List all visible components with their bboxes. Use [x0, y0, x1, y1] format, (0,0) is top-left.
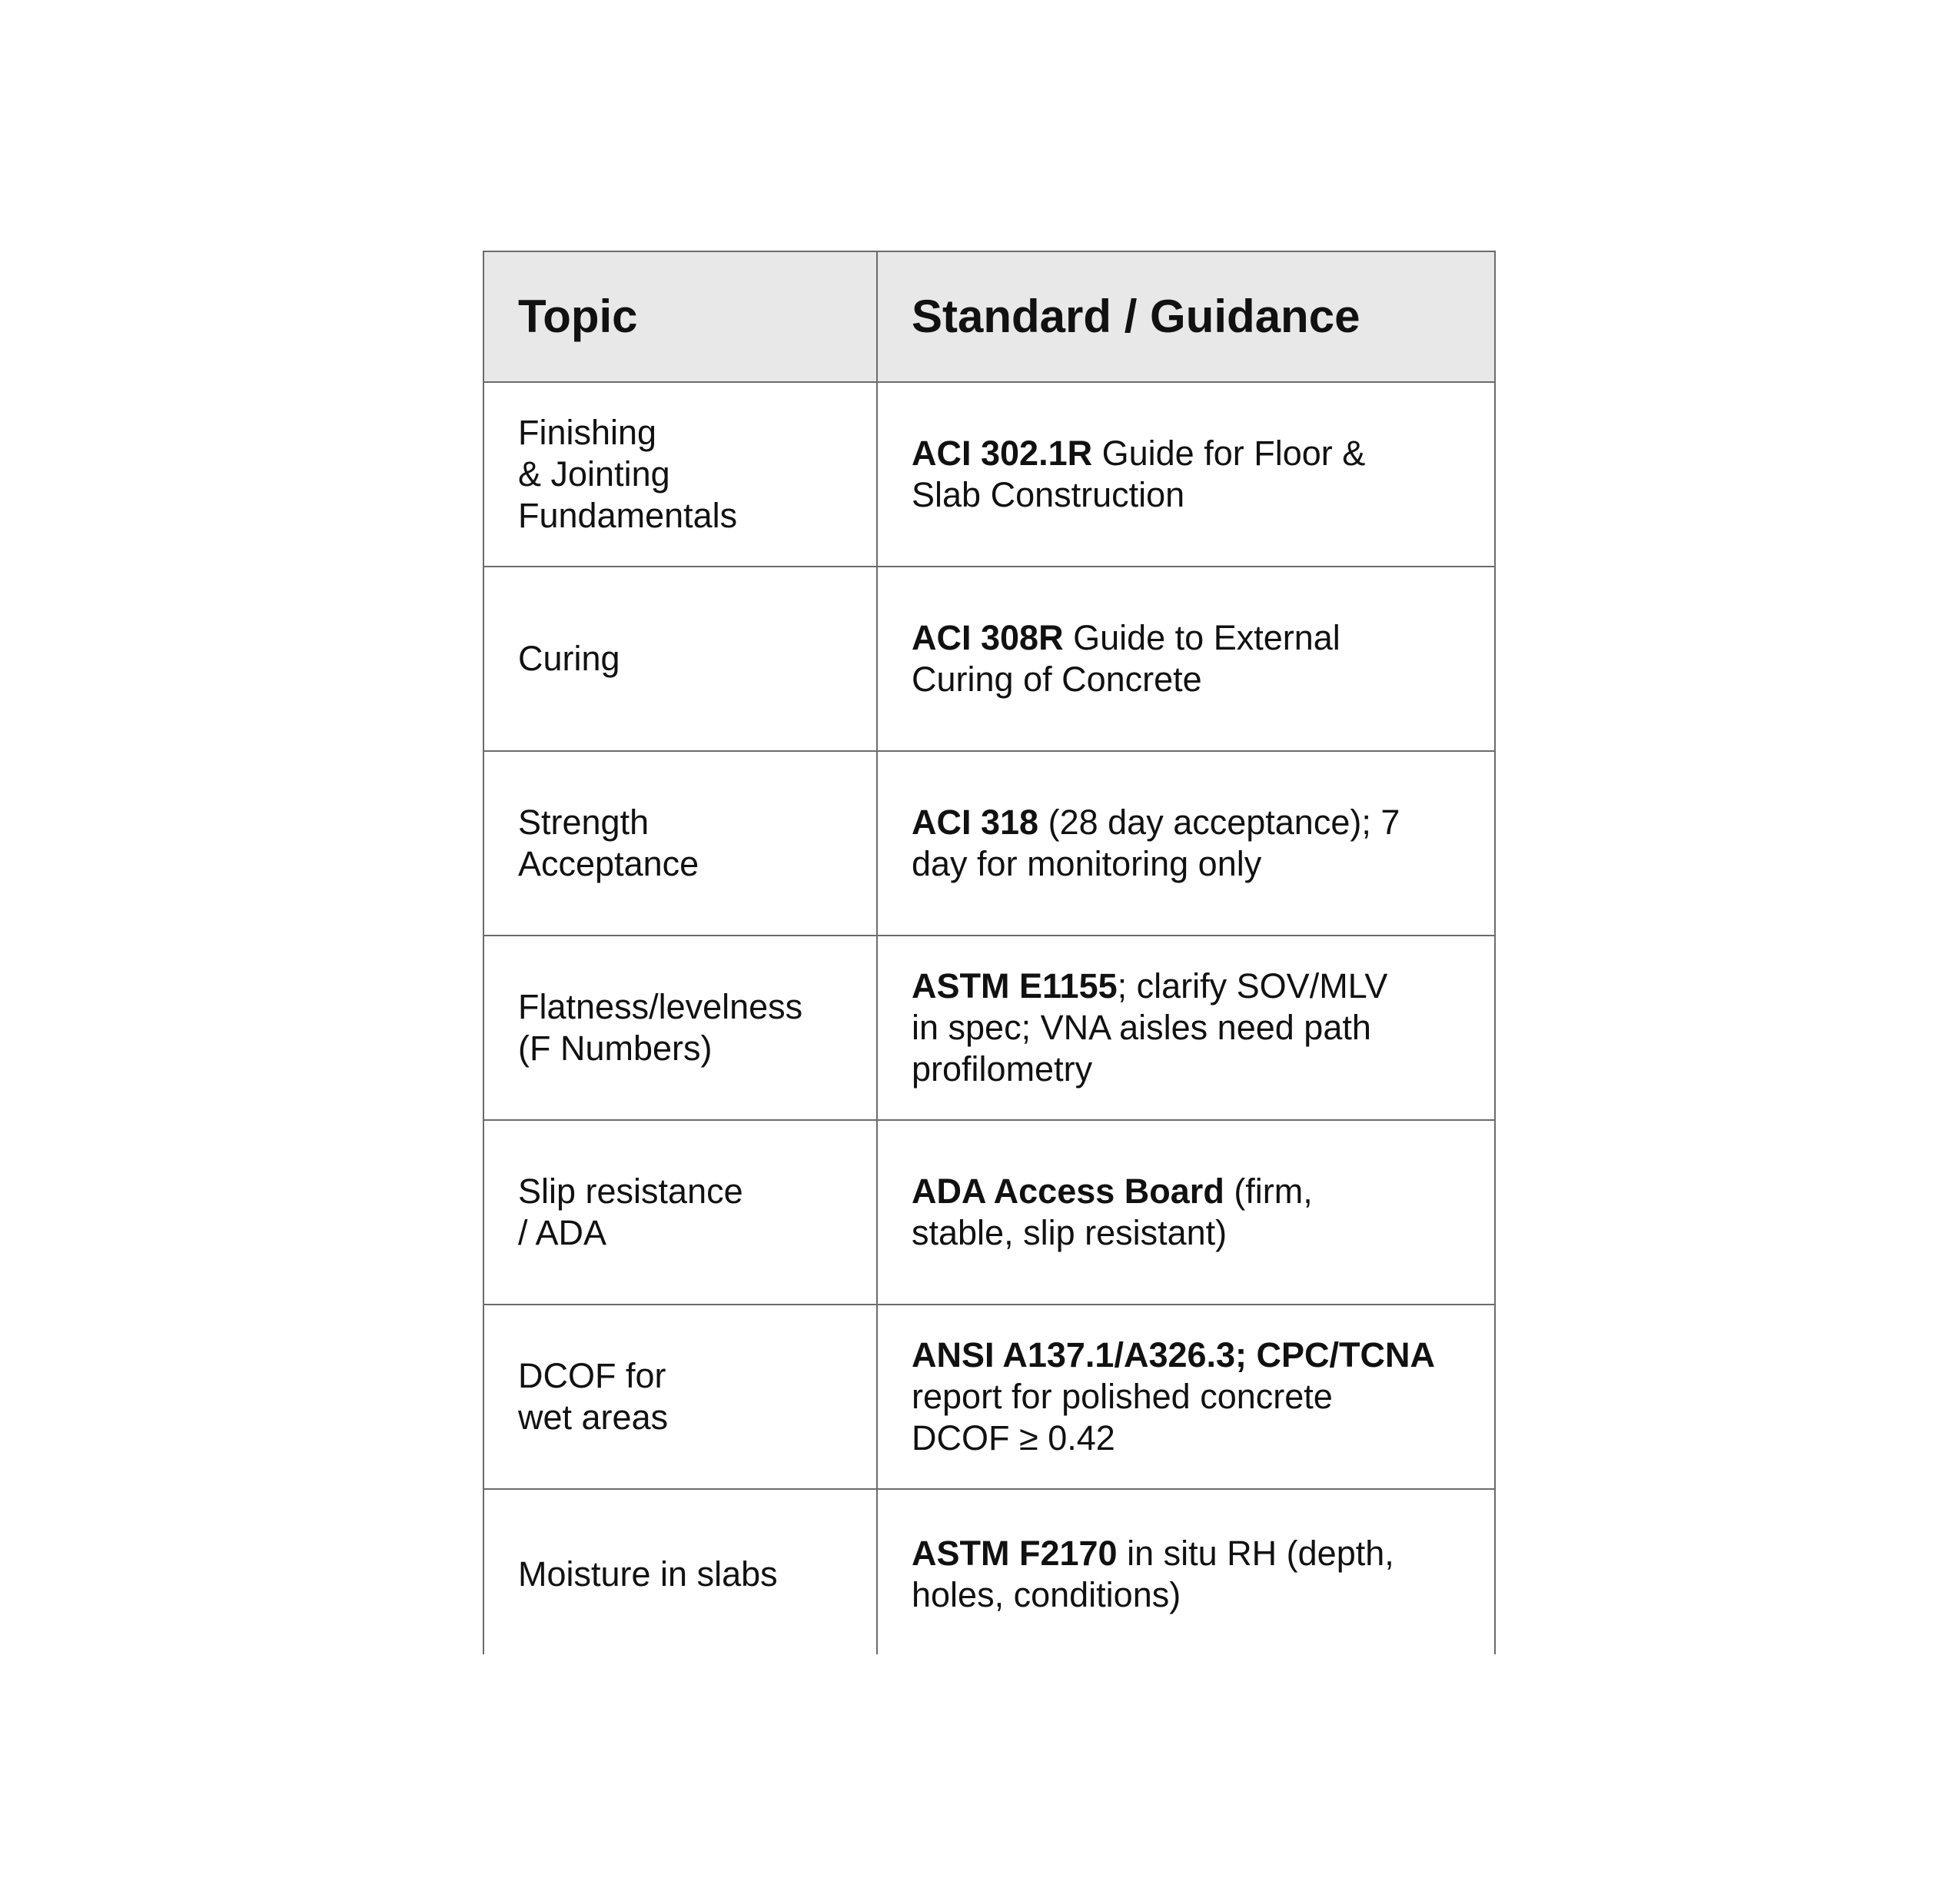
table-row [484, 1490, 1494, 1654]
standard-description: Guide to External Curing of Concrete [912, 618, 1340, 699]
standard-text [912, 802, 1400, 885]
standard-code: ANSI A137.1/A326.3; CPC/TCNA [912, 1335, 1436, 1374]
standard-code: ASTM F2170 [912, 1534, 1118, 1573]
standard-description: Guide for Floor & Slab Construction [912, 434, 1366, 514]
standard-code: ACI 308R [912, 618, 1064, 657]
standard-cell [878, 567, 1494, 750]
header-topic [484, 252, 878, 381]
topic-cell [484, 383, 878, 566]
table-row [484, 567, 1494, 752]
standards-table [483, 251, 1496, 1654]
standard-text [912, 433, 1365, 516]
header-standard-label: Standard / Guidance [912, 291, 1360, 342]
topic-cell [484, 1121, 878, 1304]
standard-description: in situ RH (depth, holes, conditions) [912, 1534, 1394, 1614]
standard-text [912, 1533, 1394, 1616]
standard-cell [878, 752, 1494, 935]
topic-text: Finishing & Jointing Fundamentals [518, 413, 738, 535]
table-row [484, 1305, 1494, 1490]
header-standard [878, 252, 1494, 381]
standard-cell [878, 1121, 1494, 1304]
standard-cell [878, 936, 1494, 1119]
table-row [484, 1121, 1494, 1305]
standard-text [912, 966, 1387, 1090]
standard-cell [878, 383, 1494, 566]
topic-cell [484, 936, 878, 1119]
standard-code: ADA Access Board [912, 1172, 1224, 1211]
topic-text: Slip resistance / ADA [518, 1172, 743, 1252]
standard-code: ASTM E1155 [912, 966, 1118, 1005]
standard-description: ; clarify SOV/MLV in spec; VNA aisles need path profilometry [912, 966, 1388, 1089]
standard-text [912, 1171, 1313, 1254]
standard-cell [878, 1305, 1494, 1488]
table-row [484, 936, 1494, 1121]
topic-cell [484, 1305, 878, 1488]
table-header-row [484, 252, 1494, 383]
standard-description: report for polished concrete DCOF ≥ 0.42 [912, 1377, 1333, 1458]
standard-text [912, 1335, 1435, 1459]
table-row [484, 752, 1494, 936]
topic-cell [484, 567, 878, 750]
topic-text: Flatness/levelness (F Numbers) [518, 987, 803, 1068]
table-row [484, 383, 1494, 567]
standard-text [912, 617, 1340, 700]
topic-cell [484, 752, 878, 935]
standard-code: ACI 302.1R [912, 434, 1093, 473]
standard-code: ACI 318 [912, 803, 1039, 842]
standard-cell [878, 1490, 1494, 1654]
topic-text: Moisture in slabs [518, 1554, 778, 1594]
topic-text: Strength Acceptance [518, 803, 699, 883]
topic-cell [484, 1490, 878, 1654]
standard-description: (28 day acceptance); 7 day for monitoring only [912, 803, 1400, 883]
topic-text: Curing [518, 639, 620, 678]
header-topic-label: Topic [518, 291, 638, 342]
topic-text: DCOF for wet areas [518, 1356, 669, 1437]
standard-description: (firm, stable, slip resistant) [912, 1172, 1313, 1252]
